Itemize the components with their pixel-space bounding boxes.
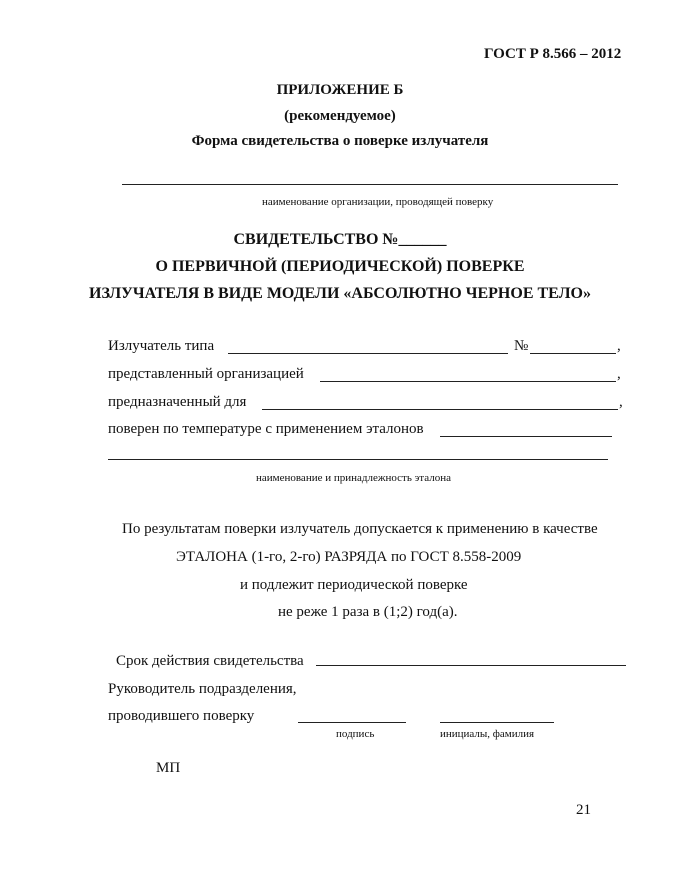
- emitter-type-label: Излучатель типа: [108, 338, 215, 354]
- appendix-title: ПРИЛОЖЕНИЕ Б: [276, 82, 404, 98]
- presented-by-field: [320, 381, 616, 382]
- head-line1: Руководитель подразделения,: [108, 681, 297, 697]
- validity-field: [316, 665, 626, 666]
- comma: ,: [617, 366, 621, 382]
- initials-field: [440, 722, 554, 723]
- result-line4: не реже 1 раза в (1;2) год(а).: [278, 604, 458, 620]
- etalon-caption: наименование и принадлежность эталона: [256, 472, 451, 484]
- organization-line: [122, 184, 618, 185]
- certificate-title-line2: О ПЕРВИЧНОЙ (ПЕРИОДИЧЕСКОЙ) ПОВЕРКЕ: [155, 258, 525, 275]
- organization-caption: наименование организации, проводящей поверку: [262, 196, 494, 208]
- emitter-number-field: [530, 353, 616, 354]
- stamp-place: МП: [156, 760, 181, 776]
- signature-caption: подпись: [336, 728, 375, 740]
- verified-with-field: [440, 436, 612, 437]
- verified-with-label: поверен по температуре с применением эталонов: [108, 421, 424, 437]
- emitter-type-field: [228, 353, 508, 354]
- comma: ,: [617, 338, 621, 354]
- etalon-line: [108, 459, 608, 460]
- page-number: 21: [576, 802, 591, 818]
- certificate-number-line: СВИДЕТЕЛЬСТВО №______: [233, 231, 447, 248]
- intended-for-field: [262, 409, 618, 410]
- signature-field: [298, 722, 406, 723]
- head-line2: проводившего поверку: [108, 708, 255, 724]
- result-line1: По результатам поверки излучатель допускается к применению в качестве: [122, 521, 598, 537]
- initials-caption: инициалы, фамилия: [440, 728, 535, 740]
- comma: ,: [619, 394, 623, 410]
- appendix-note: (рекомендуемое): [284, 108, 396, 124]
- result-line2: ЭТАЛОНА (1-го, 2-го) РАЗРЯДА по ГОСТ 8.558-2009: [176, 549, 522, 565]
- appendix-subtitle: Форма свидетельства о поверке излучателя: [191, 133, 489, 149]
- emitter-number-label: №: [514, 338, 529, 354]
- standard-designation: ГОСТ Р 8.566 – 2012: [484, 46, 622, 62]
- validity-label: Срок действия свидетельства: [116, 653, 304, 669]
- result-line3: и подлежит периодической поверке: [240, 577, 468, 593]
- intended-for-label: предназначенный для: [108, 394, 247, 410]
- certificate-title-line3: ИЗЛУЧАТЕЛЯ В ВИДЕ МОДЕЛИ «АБСОЛЮТНО ЧЕРНОЕ ТЕЛО»: [89, 285, 591, 302]
- presented-by-label: представленный организацией: [108, 366, 304, 382]
